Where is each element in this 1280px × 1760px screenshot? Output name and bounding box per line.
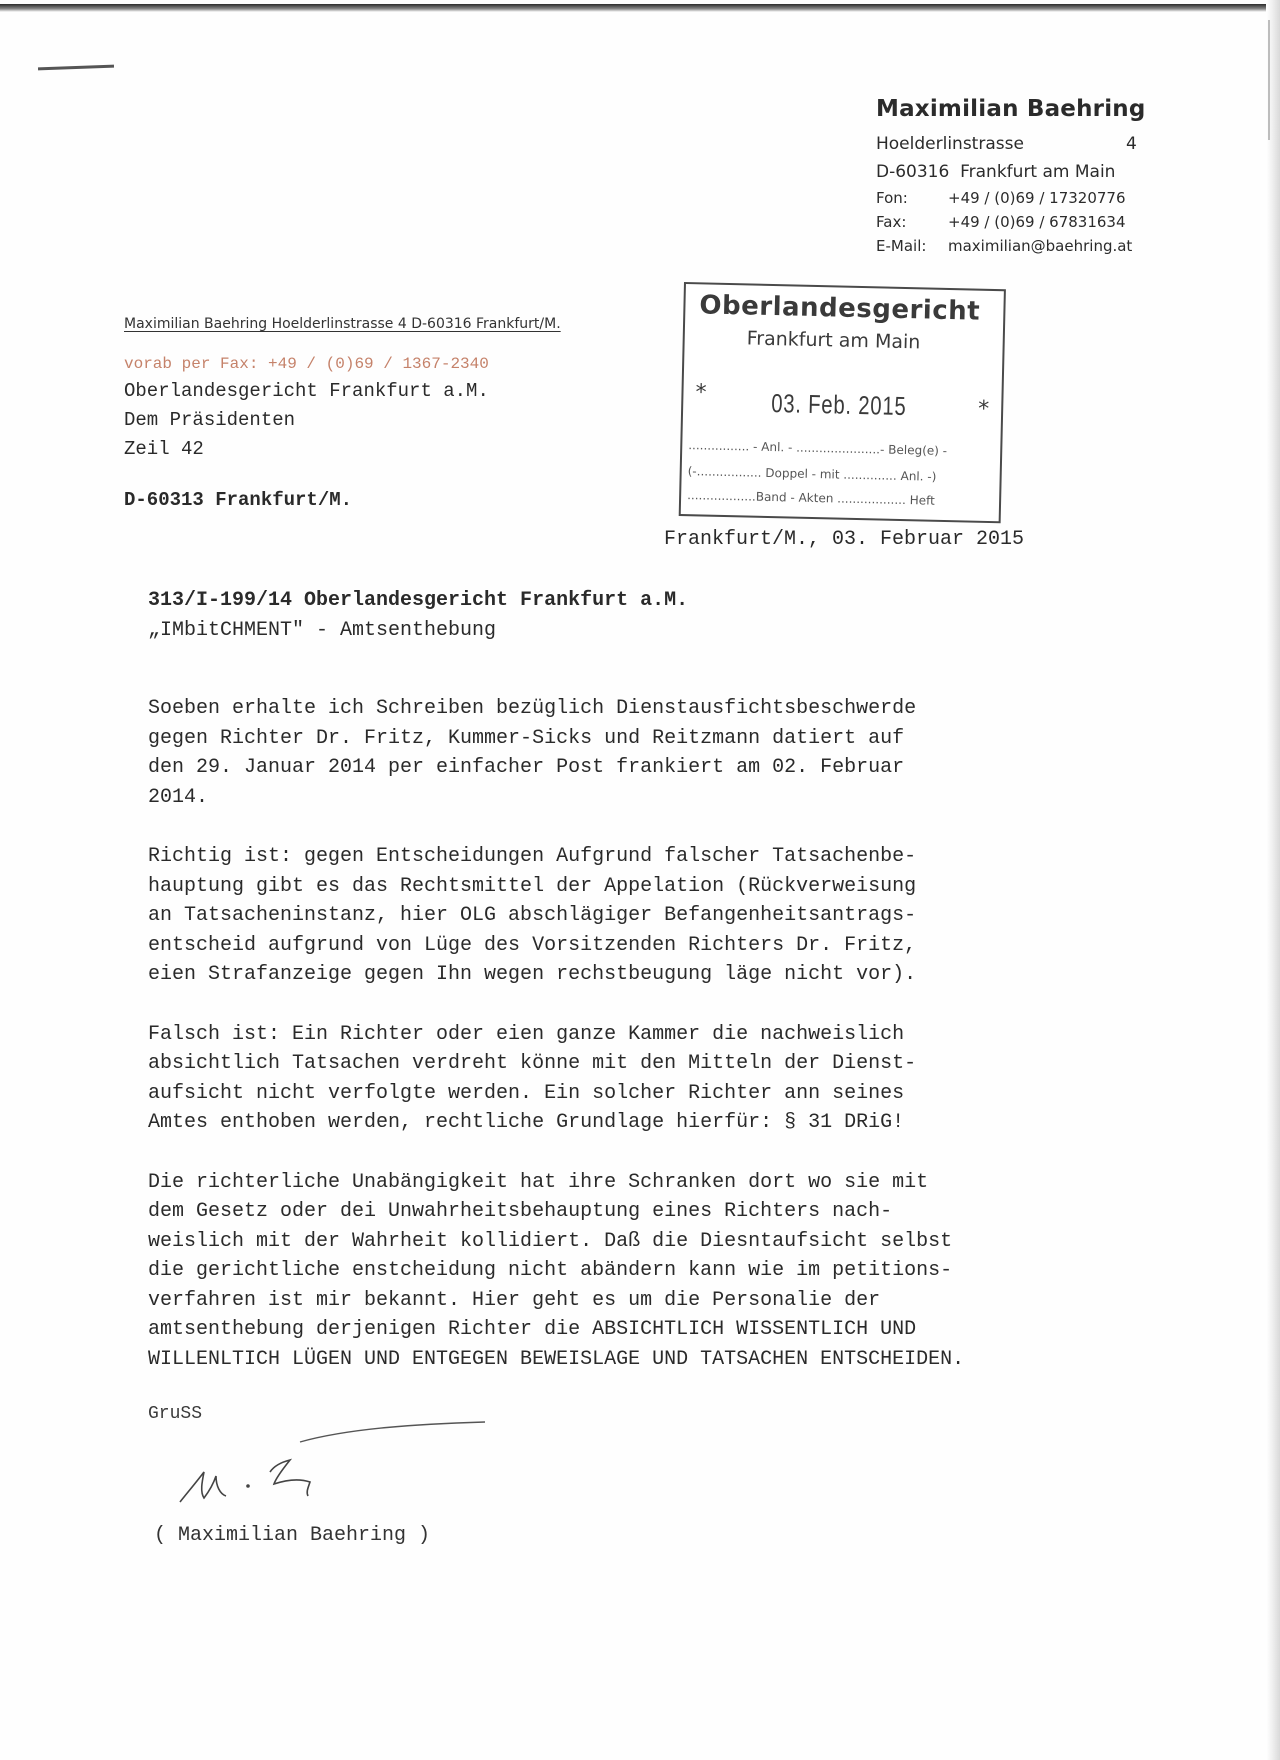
stamp-city: Frankfurt am Main: [746, 327, 921, 354]
stamp-row-copy: (-................. Doppel - mit .............. Anl. -): [687, 464, 937, 484]
handwritten-signature: [170, 1420, 500, 1520]
recipient-city: D-60313 Frankfurt/M.: [124, 489, 353, 511]
letterhead-fax-row: [876, 210, 1206, 234]
letterhead: [876, 96, 1206, 258]
stamp-court-name: Oberlandesgericht: [699, 290, 981, 327]
letterhead-fax-value: +49 / (0)69 / 67831634: [948, 213, 1126, 231]
letterhead-email-label: E-Mail:: [876, 237, 927, 255]
letterhead-fon-label: Fon:: [876, 189, 908, 207]
letter-body: [148, 694, 1128, 1400]
scan-edge-top: [0, 4, 1280, 12]
closing-greeting: GruSS: [148, 1404, 203, 1424]
letterhead-email-value: maximilian@baehring.at: [948, 237, 1133, 255]
letterhead-fax-label: Fax:: [876, 213, 907, 231]
sender-return-address: Maximilian Baehring Hoelderlinstrasse 4 D-60316 Frankfurt/M.: [124, 316, 561, 332]
letterhead-name: Maximilian Baehring: [876, 96, 1146, 122]
body-paragraph-4: Die richterliche Unabängigkeit hat ihre Schranken dort wo sie mit dem Gesetz oder dei Unwahrheitsbehauptung eines Richters nach- weislich mit der Wahrheit kollidiert. Daß die Diesntaufsicht selbst die gerichtliche enstcheidung nicht abändern kann wie im petitions- verfahren ist mir bekannt. Hier geht es um die Personalie der amtsenthebung derjenigen Richter die ABSICHTLICH WISSENTLICH UND WILLENLTICH LÜGEN UND ENTGEGEN BEWEISLAGE UND TATSACHEN ENTSCHEIDEN.: [148, 1170, 965, 1371]
signature-name: ( Maximilian Baehring ): [154, 1524, 431, 1547]
body-paragraph-1: Soeben erhalte ich Schreiben bezüglich Dienstausfichtsbeschwerde gegen Richter Dr. Fritz, Kummer-Sicks und Reitzmann datiert auf den 29. Januar 2014 per einfacher Post frankiert am 02. Februar 2014.: [148, 697, 917, 809]
corner-mark: [38, 65, 114, 71]
letterhead-street-row: [876, 130, 1206, 158]
body-paragraph-3: Falsch ist: Ein Richter oder eien ganze Kammer die nachweislich absichtlich Tatsachen verdreht könne mit den Mitteln der Dienst- aufsicht nicht verfolgte werden. Ein solcher Richter ann seines Amtes enthoben werden, rechtliche Grundlage hierfür: § 31 DRiG!: [148, 1022, 917, 1134]
letterhead-house-number: 4: [1126, 134, 1137, 154]
stamp-star-left: *: [695, 380, 707, 406]
letterhead-city: D-60316 Frankfurt am Main: [876, 162, 1116, 182]
stamp-row-files: ..................Band - Akten .................. Heft: [687, 488, 935, 508]
recipient-fax-note: vorab per Fax: +49 / (0)69 / 1367-2340: [124, 355, 489, 373]
recipient-line-2: Dem Präsidenten: [124, 409, 296, 431]
letterhead-fon-row: [876, 186, 1206, 210]
letterhead-street: Hoelderlinstrasse: [876, 134, 1024, 154]
subject-reference: 313/I-199/14 Oberlandesgericht Frankfurt a.M.: [148, 589, 689, 612]
received-stamp: [679, 282, 1006, 523]
recipient-line-3: Zeil 42: [124, 438, 204, 460]
scan-edge-right: [1266, 0, 1280, 1760]
stamp-row-attachments: ................ - Anl. - ......................- Beleg(e) -: [688, 438, 948, 459]
body-paragraph-2: Richtig ist: gegen Entscheidungen Aufgrund falscher Tatsachenbe- hauptung gibt es das Rechtsmittel der Appelation (Rückverweisung an Tatsacheninstanz, hier OLG abschlägiger Befangenheitsantrags- entscheid aufgrund von Lüge des Vorsitzenden Richters Dr. Fritz, eien Strafanzeige gegen Ihn wegen rechstbeugung läge nicht vor).: [148, 845, 917, 986]
letter-date: Frankfurt/M., 03. Februar 2015: [664, 528, 1025, 551]
subject-title: „IMbitCHMENT" - Amtsenthebung: [148, 619, 497, 642]
stamp-date: 03. Feb. 2015: [770, 388, 907, 422]
scan-edge-mark: [1268, 20, 1270, 140]
stamp-star-right: *: [977, 396, 990, 422]
letterhead-fon-value: +49 / (0)69 / 17320776: [948, 189, 1126, 207]
recipient-line-1: Oberlandesgericht Frankfurt a.M.: [124, 380, 489, 402]
recipient-address: [124, 355, 489, 515]
subject-block: [148, 586, 688, 646]
letterhead-email-row: [876, 234, 1206, 258]
